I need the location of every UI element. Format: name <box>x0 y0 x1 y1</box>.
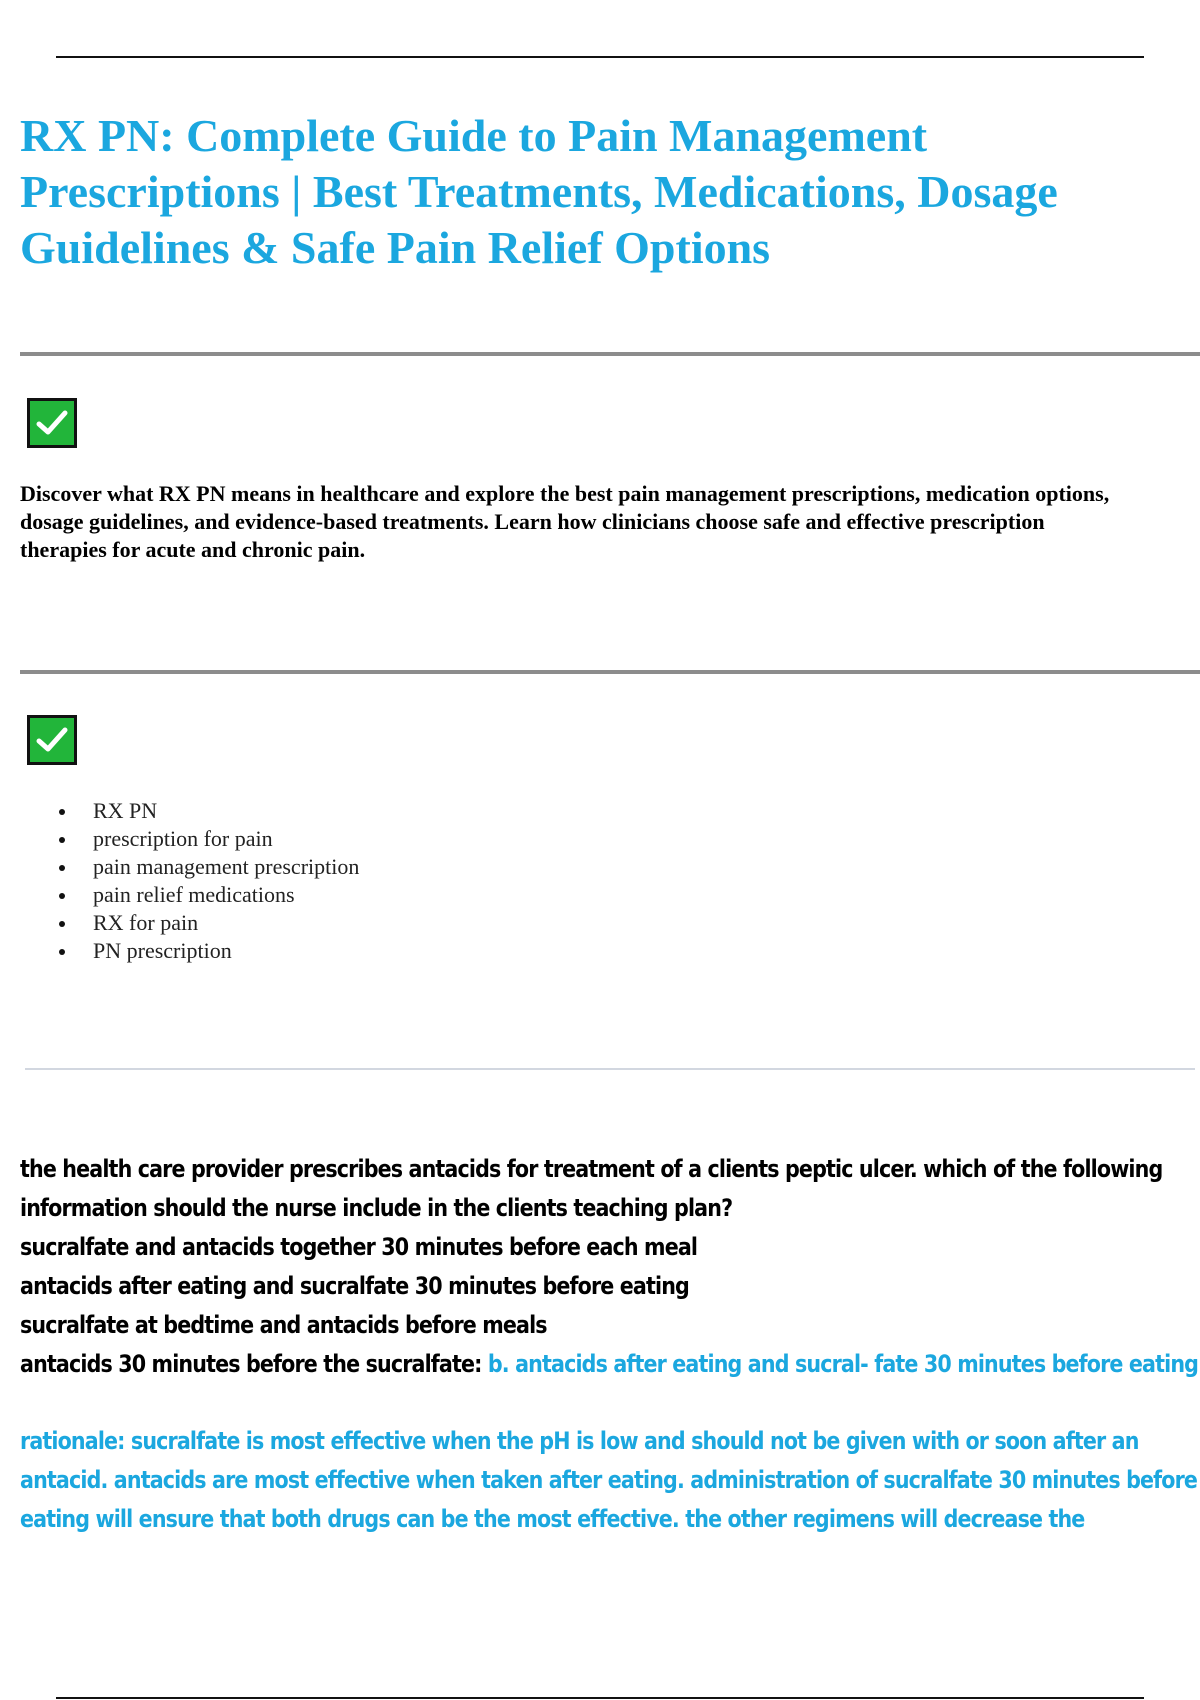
rationale-line: antacid. antacids are most effective when taken after eating. administration of sucralfate 30 minutes before <box>20 1466 1198 1494</box>
title-line: Guidelines & Safe Pain Relief Options <box>20 222 771 273</box>
keyword-item: RX for pain <box>55 909 359 937</box>
answer-option: sucralfate and antacids together 30 minutes before each meal <box>20 1233 698 1261</box>
title-line: RX PN: Complete Guide to Pain Management <box>20 110 928 161</box>
correct-answer: b. antacids after eating and sucral- fate 30 minutes before eating <box>487 1350 1199 1378</box>
keyword-item: prescription for pain <box>55 825 359 853</box>
answer-option-with-key <box>20 1345 1200 1384</box>
check-icon <box>27 398 77 448</box>
top-rule <box>56 56 1144 58</box>
title-line: Prescriptions | Best Treatments, Medications, Dosage <box>20 166 1058 217</box>
bottom-rule <box>56 1697 1144 1699</box>
rationale-line: rationale: sucralfate is most effective when the pH is low and should not be given with or soon after an <box>20 1427 1139 1455</box>
light-divider <box>25 1068 1195 1070</box>
keyword-list <box>55 797 359 965</box>
section-divider <box>20 352 1200 356</box>
section-divider <box>20 670 1200 674</box>
answer-option: sucralfate at bedtime and antacids before meals <box>20 1311 547 1339</box>
rationale-line: eating will ensure that both drugs can be the most effective. the other regimens will decrease the <box>20 1505 1085 1533</box>
check-icon <box>27 715 77 765</box>
summary-line: dosage guidelines, and evidence-based treatments. Learn how clinicians choose safe and effective prescription <box>20 509 1045 534</box>
summary-line: therapies for acute and chronic pain. <box>20 537 366 562</box>
answer-option: antacids after eating and sucralfate 30 minutes before eating <box>20 1272 689 1300</box>
keyword-item: pain relief medications <box>55 881 359 909</box>
summary-line: Discover what RX PN means in healthcare and explore the best pain management prescriptions, medication options, <box>20 481 1110 506</box>
keyword-item: PN prescription <box>55 937 359 965</box>
keyword-item: RX PN <box>55 797 359 825</box>
question-stem-line: information should the nurse include in the clients teaching plan? <box>20 1194 733 1222</box>
question-block <box>20 1150 1200 1539</box>
rationale <box>20 1422 1200 1539</box>
keyword-item: pain management prescription <box>55 853 359 881</box>
question-stem-line: the health care provider prescribes antacids for treatment of a clients peptic ulcer. which of the following <box>20 1155 1163 1183</box>
answer-option: antacids 30 minutes before the sucralfate: <box>20 1350 482 1378</box>
page-title <box>20 108 1190 276</box>
summary-text <box>20 480 1200 564</box>
